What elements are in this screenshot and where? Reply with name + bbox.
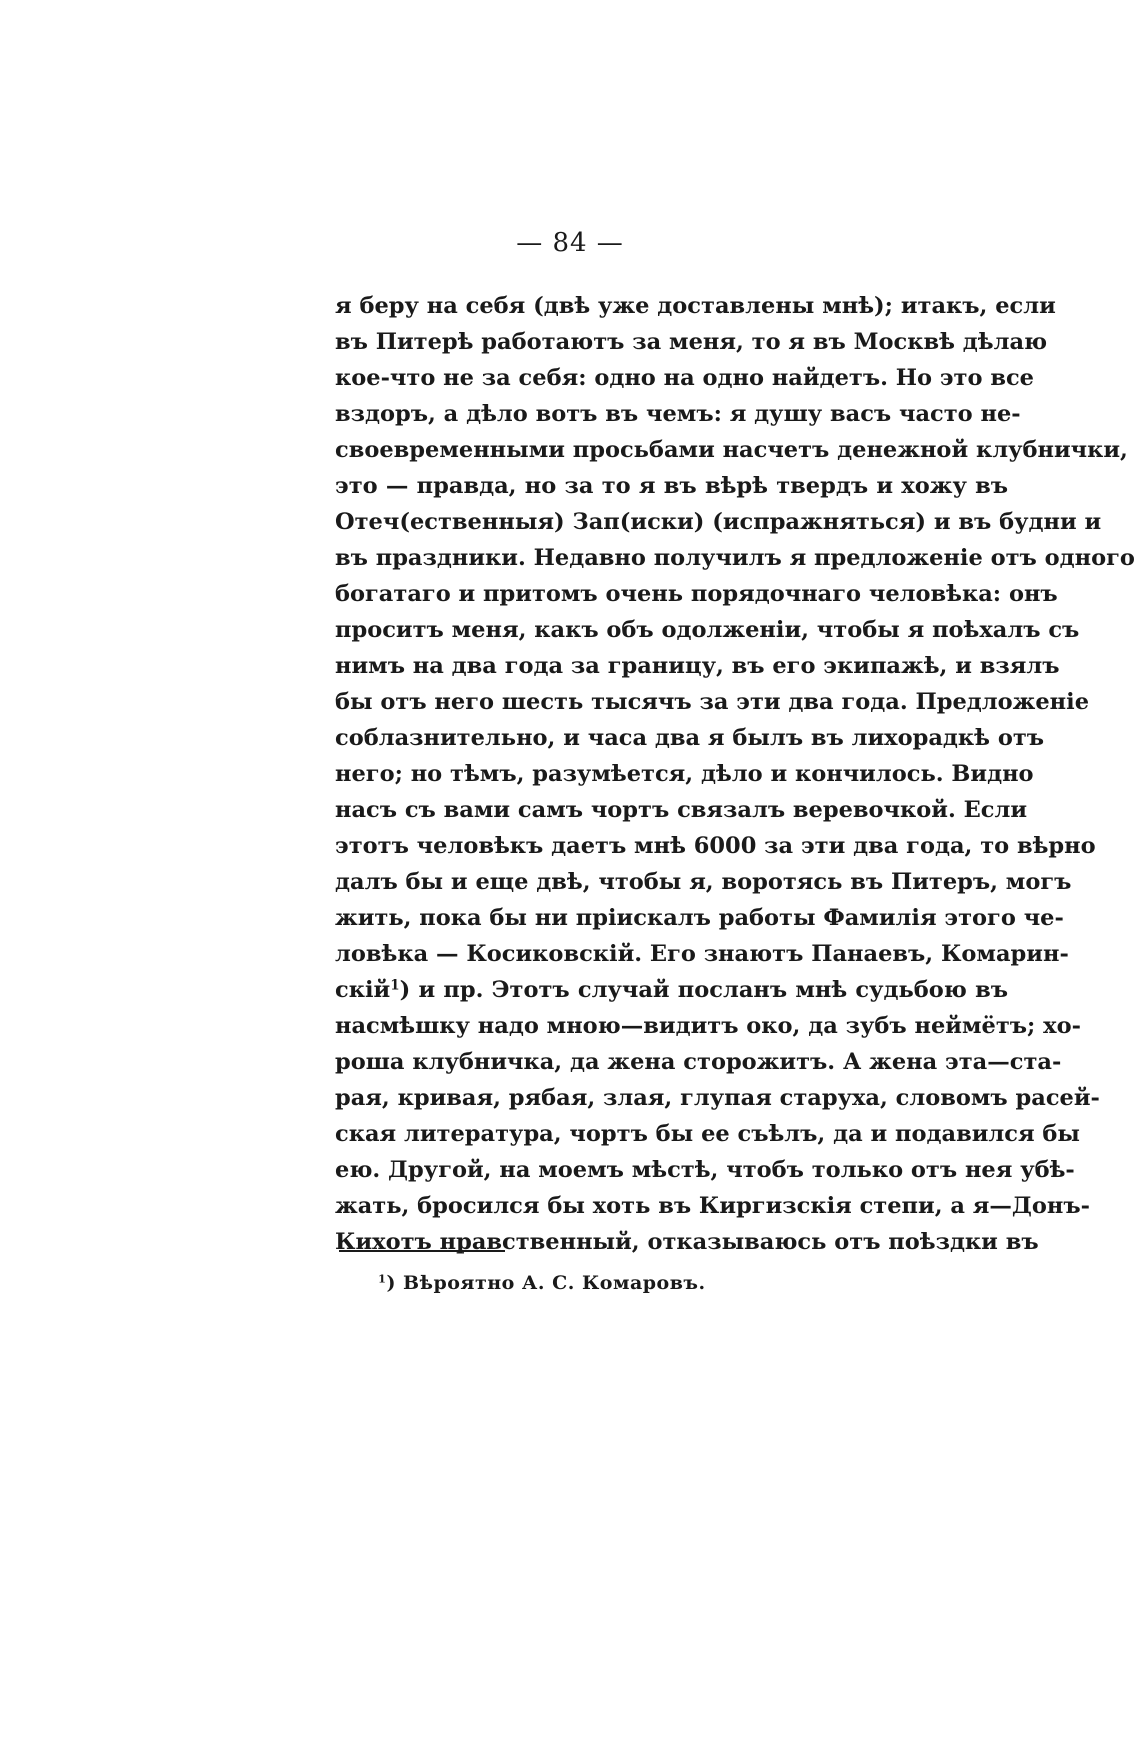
text-line: роша клубничка, да жена сторожитъ. А жена эта—ста-	[335, 1049, 1062, 1075]
letter-text	[335, 288, 1135, 1260]
text-line: далъ бы и еще двѣ, чтобы я, воротясь въ Питеръ, могъ	[335, 869, 1072, 895]
text-line: рая, кривая, рябая, злая, глупая старуха, словомъ расей-	[335, 1085, 1100, 1111]
text-line: Кихотъ нравственный, отказываюсь отъ поѣздки въ	[335, 1229, 1039, 1255]
text-line: богатаго и притомъ очень порядочнаго человѣка: онъ	[335, 581, 1058, 607]
text-line: это — правда, но за то я въ вѣрѣ твердъ и хожу въ	[335, 473, 1008, 499]
page-number: — 84 —	[516, 228, 624, 258]
text-line: этотъ человѣкъ даетъ мнѣ 6000 за эти два года, то вѣрно	[335, 833, 1096, 859]
text-line: вздоръ, а дѣло вотъ въ чемъ: я душу васъ часто не-	[335, 401, 1021, 427]
text-fragment: скій	[335, 977, 391, 1003]
text-fragment: ) и пр. Этотъ случай посланъ мнѣ судьбою въ	[399, 977, 1008, 1003]
footnote	[378, 1270, 706, 1296]
footnote-marker-paren: )	[386, 1272, 396, 1294]
footnote-divider	[339, 1250, 505, 1252]
text-line: насъ съ вами самъ чортъ связалъ веревочкой. Если	[335, 797, 1028, 823]
footnote-text: Вѣроятно А. С. Комаровъ.	[395, 1272, 706, 1294]
text-line-with-footnote-ref	[335, 972, 1008, 1008]
text-line: жить, пока бы ни пріискалъ работы Фамилія этого че-	[335, 905, 1064, 931]
text-line: въ праздники. Недавно получилъ я предложеніе отъ одного	[335, 545, 1135, 571]
text-line: проситъ меня, какъ объ одолженіи, чтобы я поѣхалъ съ	[335, 617, 1080, 643]
text-line: кое-что не за себя: одно на одно найдетъ. Но это все	[335, 365, 1034, 391]
text-line: Отеч(ественныя) Зап(иски) (испражняться) и въ будни и	[335, 509, 1102, 535]
text-line: ею. Другой, на моемъ мѣстѣ, чтобъ только отъ нея убѣ-	[335, 1157, 1075, 1183]
text-line: жать, бросился бы хоть въ Киргизскія степи, а я—Донъ-	[335, 1193, 1090, 1219]
text-line: бы отъ него шесть тысячъ за эти два года. Предложеніе	[335, 689, 1090, 715]
text-line: соблазнительно, и часа два я былъ въ лихорадкѣ отъ	[335, 725, 1045, 751]
text-line: него; но тѣмъ, разумѣется, дѣло и кончилось. Видно	[335, 761, 1034, 787]
footnote-marker: 1	[378, 1271, 387, 1286]
text-line: нимъ на два года за границу, въ его экипажѣ, и взялъ	[335, 653, 1060, 679]
text-line: ская литература, чортъ бы ее съѣлъ, да и подавился бы	[335, 1121, 1080, 1147]
footnote-reference: 1	[390, 977, 400, 994]
text-line: ловѣка — Косиковскій. Его знаютъ Панаевъ, Комарин-	[335, 941, 1069, 967]
text-line: я беру на себя (двѣ уже доставлены мнѣ); итакъ, если	[335, 293, 1056, 319]
text-line: насмѣшку надо мною—видитъ око, да зубъ неймётъ; хо-	[335, 1013, 1081, 1039]
text-line: своевременными просьбами насчетъ денежной клубнички,	[335, 437, 1128, 463]
text-line: въ Питерѣ работаютъ за меня, то я въ Москвѣ дѣлаю	[335, 329, 1048, 355]
